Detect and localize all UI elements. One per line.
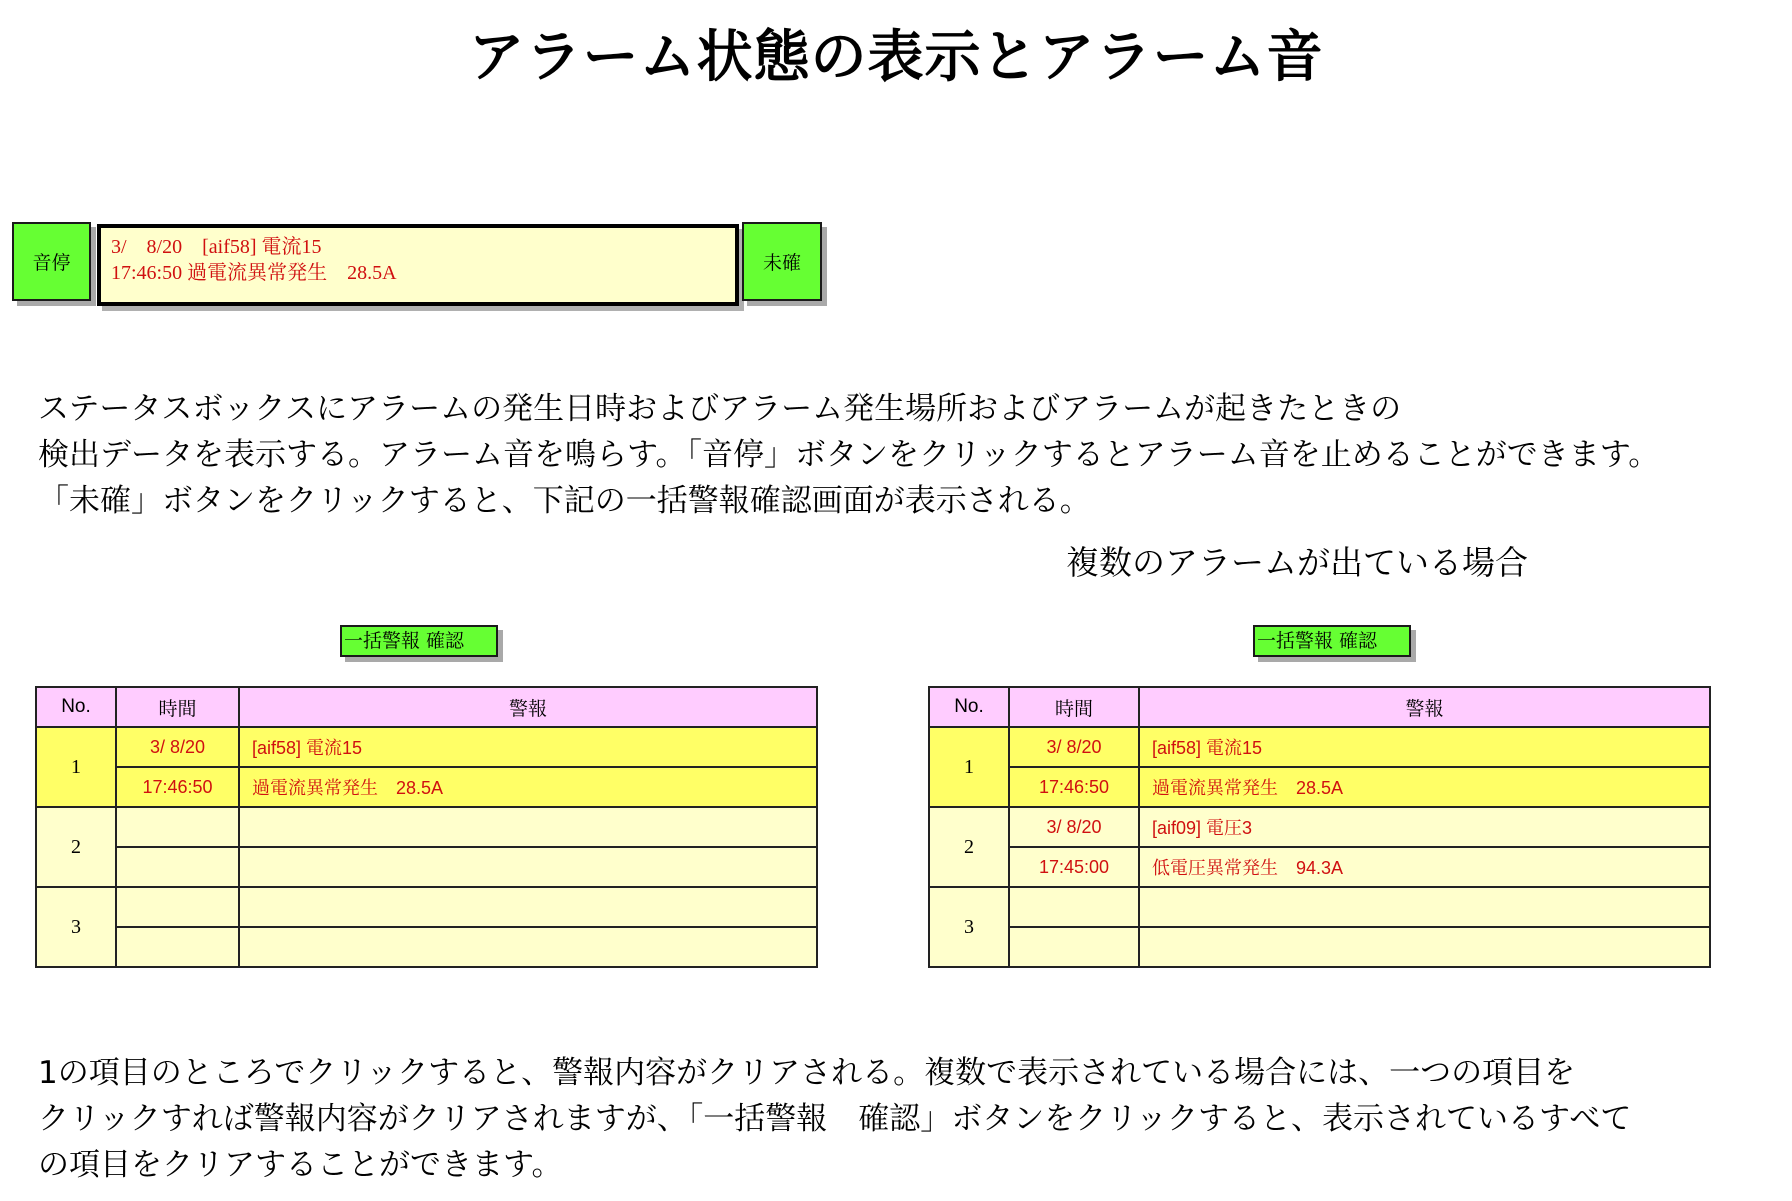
row-message[interactable] — [239, 927, 817, 967]
footer-line-2: クリックすれば警報内容がクリアされますが、「一括警報 確認」ボタンをクリックすると、表示されているすべて — [38, 1101, 1632, 1137]
page-title: アラーム状態の表示とアラーム音 — [468, 25, 1324, 90]
row-location[interactable]: [aif58] 電流15 — [1139, 727, 1710, 767]
table-row[interactable] — [929, 727, 1710, 767]
row-message[interactable] — [239, 847, 817, 887]
table-row[interactable] — [36, 847, 817, 887]
table-row[interactable] — [36, 807, 817, 847]
column-header-no: No. — [36, 687, 116, 727]
footer-line-3: の項目をクリアすることができます。 — [38, 1147, 563, 1183]
table-row[interactable] — [929, 767, 1710, 807]
table-row[interactable] — [929, 927, 1710, 967]
description-line-2: 検出データを表示する。アラーム音を鳴らす。「音停」ボタンをクリックするとアラーム音を止めることができます。 — [38, 437, 1660, 473]
mute-button[interactable]: 音停 — [12, 222, 91, 301]
row-number[interactable]: 2 — [929, 807, 1009, 887]
column-header-alarm: 警報 — [239, 687, 817, 727]
row-number[interactable]: 3 — [929, 887, 1009, 967]
row-date[interactable] — [1009, 887, 1139, 927]
column-header-alarm: 警報 — [1139, 687, 1710, 727]
row-location[interactable] — [1139, 887, 1710, 927]
row-location[interactable]: [aif58] 電流15 — [239, 727, 817, 767]
row-date[interactable]: 3/ 8/20 — [1009, 807, 1139, 847]
table-row[interactable] — [36, 767, 817, 807]
table-header-row — [929, 687, 1710, 727]
status-box[interactable] — [97, 224, 739, 306]
table-header-row — [36, 687, 817, 727]
row-message[interactable]: 過電流異常発生 28.5A — [239, 767, 817, 807]
description-line-3: 「未確」ボタンをクリックすると、下記の一括警報確認画面が表示される。 — [38, 483, 1091, 519]
row-time[interactable]: 17:46:50 — [116, 767, 239, 807]
column-header-time: 時間 — [116, 687, 239, 727]
row-date[interactable]: 3/ 8/20 — [116, 727, 239, 767]
row-date[interactable] — [116, 807, 239, 847]
row-message[interactable] — [1139, 927, 1710, 967]
row-number[interactable]: 1 — [36, 727, 116, 807]
row-number[interactable]: 1 — [929, 727, 1009, 807]
row-message[interactable]: 過電流異常発生 28.5A — [1139, 767, 1710, 807]
table-row[interactable] — [36, 927, 817, 967]
row-time[interactable] — [116, 847, 239, 887]
alarm-table-right — [928, 686, 1711, 968]
unconfirmed-button[interactable]: 未確 — [742, 222, 822, 301]
row-date[interactable]: 3/ 8/20 — [1009, 727, 1139, 767]
table-row[interactable] — [929, 887, 1710, 927]
row-time[interactable]: 17:45:00 — [1009, 847, 1139, 887]
bulk-confirm-button-right[interactable]: 一括警報 確認 — [1253, 625, 1411, 657]
multi-alarm-heading: 複数のアラームが出ている場合 — [1066, 543, 1528, 582]
table-row[interactable] — [929, 847, 1710, 887]
status-line-date: 3/ 8/20 [aif58] 電流15 — [111, 236, 322, 258]
table-row[interactable] — [36, 887, 817, 927]
row-number[interactable]: 3 — [36, 887, 116, 967]
description-line-1: ステータスボックスにアラームの発生日時およびアラーム発生場所およびアラームが起きたときの — [38, 391, 1402, 427]
row-number[interactable]: 2 — [36, 807, 116, 887]
row-location[interactable] — [239, 807, 817, 847]
row-location[interactable]: [aif09] 電圧3 — [1139, 807, 1710, 847]
table-row[interactable] — [929, 807, 1710, 847]
footer-line-1: 1の項目のところでクリックすると、警報内容がクリアされる。複数で表示されている場合には、一つの項目を — [38, 1055, 1576, 1091]
column-header-no: No. — [929, 687, 1009, 727]
row-time[interactable] — [1009, 927, 1139, 967]
row-location[interactable] — [239, 887, 817, 927]
row-date[interactable] — [116, 887, 239, 927]
bulk-confirm-button-left[interactable]: 一括警報 確認 — [340, 625, 498, 657]
row-time[interactable] — [116, 927, 239, 967]
column-header-time: 時間 — [1009, 687, 1139, 727]
row-message[interactable]: 低電圧異常発生 94.3A — [1139, 847, 1710, 887]
row-time[interactable]: 17:46:50 — [1009, 767, 1139, 807]
status-line-message: 17:46:50 過電流異常発生 28.5A — [111, 262, 397, 284]
alarm-table-left — [35, 686, 818, 968]
table-row[interactable] — [36, 727, 817, 767]
